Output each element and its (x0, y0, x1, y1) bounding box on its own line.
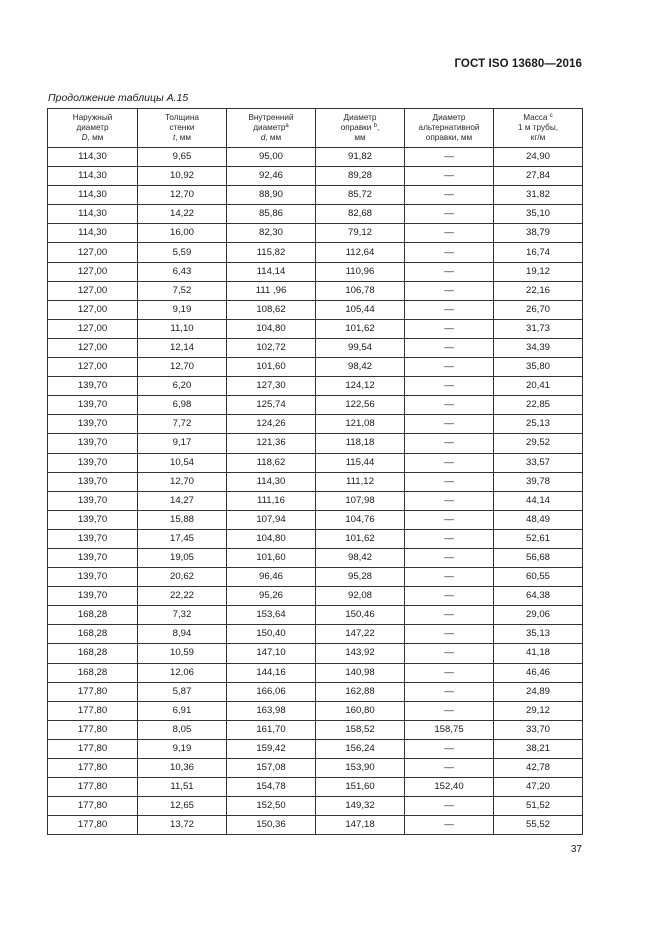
header-symbol: D (81, 133, 88, 142)
cell-outer-diameter: 127,00 (48, 262, 138, 281)
cell-alt-mandrel-diameter: — (405, 472, 494, 491)
cell-mandrel-diameter: 91,82 (316, 148, 405, 167)
cell-mass: 19,12 (494, 262, 583, 281)
cell-wall-thickness: 7,32 (138, 606, 227, 625)
cell-wall-thickness: 10,92 (138, 167, 227, 186)
table-row (48, 281, 583, 300)
table-row (48, 243, 583, 262)
cell-mandrel-diameter: 79,12 (316, 224, 405, 243)
cell-mass: 60,55 (494, 568, 583, 587)
header-line-1: Толщина (165, 113, 199, 122)
cell-alt-mandrel-diameter: — (405, 453, 494, 472)
cell-mass: 22,16 (494, 281, 583, 300)
cell-inner-diameter: 159,42 (227, 739, 316, 758)
cell-wall-thickness: 14,22 (138, 205, 227, 224)
table-row (48, 472, 583, 491)
cell-outer-diameter: 114,30 (48, 167, 138, 186)
cell-mass: 41,18 (494, 644, 583, 663)
cell-inner-diameter: 124,26 (227, 415, 316, 434)
table-row (48, 720, 583, 739)
cell-outer-diameter: 139,70 (48, 453, 138, 472)
cell-wall-thickness: 11,51 (138, 778, 227, 797)
cell-mass: 35,80 (494, 358, 583, 377)
table-row (48, 663, 583, 682)
cell-mandrel-diameter: 107,98 (316, 491, 405, 510)
cell-alt-mandrel-diameter: — (405, 625, 494, 644)
cell-wall-thickness: 7,72 (138, 415, 227, 434)
cell-outer-diameter: 177,80 (48, 701, 138, 720)
table-row (48, 205, 583, 224)
document-standard-header: ГОСТ ISO 13680—2016 (454, 58, 582, 70)
cell-mass: 46,46 (494, 663, 583, 682)
cell-mass: 26,70 (494, 300, 583, 319)
cell-wall-thickness: 8,05 (138, 720, 227, 739)
cell-inner-diameter: 114,14 (227, 262, 316, 281)
cell-outer-diameter: 127,00 (48, 338, 138, 357)
cell-outer-diameter: 127,00 (48, 319, 138, 338)
footnote-marker: a (285, 123, 289, 129)
cell-mandrel-diameter: 124,12 (316, 377, 405, 396)
header-line-2: 1 м трубы, (518, 123, 558, 132)
cell-mass: 27,84 (494, 167, 583, 186)
cell-alt-mandrel-diameter: — (405, 701, 494, 720)
table-row (48, 529, 583, 548)
cell-alt-mandrel-diameter: — (405, 606, 494, 625)
cell-mandrel-diameter: 92,08 (316, 587, 405, 606)
cell-alt-mandrel-diameter: — (405, 739, 494, 758)
cell-mass: 20,41 (494, 377, 583, 396)
cell-mass: 48,49 (494, 510, 583, 529)
cell-mandrel-diameter: 105,44 (316, 300, 405, 319)
cell-wall-thickness: 10,54 (138, 453, 227, 472)
cell-inner-diameter: 125,74 (227, 396, 316, 415)
cell-wall-thickness: 12,06 (138, 663, 227, 682)
cell-inner-diameter: 127,30 (227, 377, 316, 396)
cell-inner-diameter: 111,16 (227, 491, 316, 510)
table-row (48, 587, 583, 606)
cell-wall-thickness: 9,17 (138, 434, 227, 453)
table-row (48, 167, 583, 186)
cell-outer-diameter: 127,00 (48, 358, 138, 377)
cell-alt-mandrel-diameter: — (405, 300, 494, 319)
table-row (48, 453, 583, 472)
cell-inner-diameter: 95,26 (227, 587, 316, 606)
cell-wall-thickness: 7,52 (138, 281, 227, 300)
cell-outer-diameter: 177,80 (48, 739, 138, 758)
cell-outer-diameter: 139,70 (48, 377, 138, 396)
cell-mandrel-diameter: 143,92 (316, 644, 405, 663)
table-row (48, 434, 583, 453)
cell-wall-thickness: 6,98 (138, 396, 227, 415)
table-row (48, 759, 583, 778)
cell-outer-diameter: 139,70 (48, 587, 138, 606)
cell-wall-thickness: 6,20 (138, 377, 227, 396)
cell-mass: 56,68 (494, 548, 583, 567)
cell-outer-diameter: 177,80 (48, 816, 138, 835)
table-row (48, 816, 583, 835)
cell-alt-mandrel-diameter: — (405, 396, 494, 415)
cell-inner-diameter: 101,60 (227, 358, 316, 377)
cell-alt-mandrel-diameter: — (405, 167, 494, 186)
cell-outer-diameter: 177,80 (48, 720, 138, 739)
cell-mass: 29,12 (494, 701, 583, 720)
header-wall-thickness (138, 109, 227, 148)
cell-alt-mandrel-diameter: — (405, 205, 494, 224)
table-header-row (48, 109, 583, 148)
cell-outer-diameter: 139,70 (48, 415, 138, 434)
pipe-dimensions-table (47, 108, 583, 835)
cell-alt-mandrel-diameter: — (405, 148, 494, 167)
cell-mandrel-diameter: 149,32 (316, 797, 405, 816)
cell-mass: 24,89 (494, 682, 583, 701)
cell-alt-mandrel-diameter: — (405, 186, 494, 205)
table-row (48, 358, 583, 377)
cell-mandrel-diameter: 162,88 (316, 682, 405, 701)
header-unit: , мм (265, 133, 282, 142)
cell-mass: 47,20 (494, 778, 583, 797)
header-text: Масса (523, 113, 548, 122)
cell-alt-mandrel-diameter: — (405, 281, 494, 300)
table-row (48, 548, 583, 567)
cell-mandrel-diameter: 85,72 (316, 186, 405, 205)
cell-mandrel-diameter: 118,18 (316, 434, 405, 453)
table-row (48, 415, 583, 434)
cell-inner-diameter: 108,62 (227, 300, 316, 319)
cell-mass: 42,78 (494, 759, 583, 778)
header-line-3 (227, 133, 315, 143)
header-line-1: Внутренний (248, 113, 294, 122)
cell-inner-diameter: 104,80 (227, 529, 316, 548)
header-line-2: стенки (169, 123, 195, 132)
cell-inner-diameter: 144,16 (227, 663, 316, 682)
footnote-marker: c (549, 113, 553, 119)
header-line-3: кг/м (530, 133, 546, 142)
cell-alt-mandrel-diameter: — (405, 243, 494, 262)
table-row (48, 262, 583, 281)
table-caption: Продолжение таблицы А.15 (48, 92, 189, 104)
footnote-marker: b (373, 123, 377, 129)
cell-mandrel-diameter: 98,42 (316, 358, 405, 377)
cell-mandrel-diameter: 111,12 (316, 472, 405, 491)
cell-mandrel-diameter: 101,62 (316, 529, 405, 548)
cell-wall-thickness: 13,72 (138, 816, 227, 835)
cell-alt-mandrel-diameter: — (405, 262, 494, 281)
cell-inner-diameter: 96,46 (227, 568, 316, 587)
cell-outer-diameter: 127,00 (48, 243, 138, 262)
cell-wall-thickness: 12,70 (138, 186, 227, 205)
cell-inner-diameter: 85,86 (227, 205, 316, 224)
table-row (48, 701, 583, 720)
cell-alt-mandrel-diameter: — (405, 358, 494, 377)
cell-alt-mandrel-diameter: — (405, 319, 494, 338)
header-line-1: Наружный (72, 113, 113, 122)
cell-wall-thickness: 11,10 (138, 319, 227, 338)
cell-outer-diameter: 139,70 (48, 529, 138, 548)
cell-inner-diameter: 111 ,96 (227, 281, 316, 300)
cell-wall-thickness: 8,94 (138, 625, 227, 644)
cell-outer-diameter: 114,30 (48, 224, 138, 243)
header-line-2: альтернативной (418, 123, 480, 132)
cell-wall-thickness: 10,59 (138, 644, 227, 663)
cell-mass: 33,70 (494, 720, 583, 739)
cell-outer-diameter: 139,70 (48, 396, 138, 415)
cell-wall-thickness: 5,59 (138, 243, 227, 262)
cell-mass: 35,13 (494, 625, 583, 644)
cell-mandrel-diameter: 150,46 (316, 606, 405, 625)
table-row (48, 319, 583, 338)
header-line-3: оправки, мм (425, 133, 473, 142)
cell-outer-diameter: 139,70 (48, 510, 138, 529)
header-inner-diameter (227, 109, 316, 148)
cell-outer-diameter: 168,28 (48, 606, 138, 625)
cell-mass: 24,90 (494, 148, 583, 167)
header-symbol: d (260, 133, 266, 142)
table-row (48, 224, 583, 243)
header-line-2 (227, 123, 315, 133)
page-number: 37 (570, 844, 582, 855)
cell-wall-thickness: 22,22 (138, 587, 227, 606)
header-text: диаметр (253, 123, 286, 132)
cell-mass: 29,52 (494, 434, 583, 453)
cell-wall-thickness: 9,65 (138, 148, 227, 167)
table-row (48, 510, 583, 529)
cell-mass: 38,21 (494, 739, 583, 758)
cell-mandrel-diameter: 110,96 (316, 262, 405, 281)
cell-mandrel-diameter: 156,24 (316, 739, 405, 758)
cell-inner-diameter: 121,36 (227, 434, 316, 453)
table-row (48, 148, 583, 167)
cell-mandrel-diameter: 121,08 (316, 415, 405, 434)
cell-outer-diameter: 177,80 (48, 797, 138, 816)
cell-mass: 39,78 (494, 472, 583, 491)
header-symbol: t (172, 133, 176, 142)
table-row (48, 491, 583, 510)
cell-wall-thickness: 6,91 (138, 701, 227, 720)
cell-mandrel-diameter: 147,22 (316, 625, 405, 644)
table-row (48, 644, 583, 663)
cell-inner-diameter: 107,94 (227, 510, 316, 529)
header-line-1: Диаметр (432, 113, 466, 122)
cell-outer-diameter: 139,70 (48, 548, 138, 567)
cell-wall-thickness: 9,19 (138, 739, 227, 758)
cell-mass: 55,52 (494, 816, 583, 835)
cell-mandrel-diameter: 122,56 (316, 396, 405, 415)
header-line-2: оправки $^b$, (340, 123, 380, 132)
cell-mandrel-diameter: 147,18 (316, 816, 405, 835)
cell-wall-thickness: 12,70 (138, 472, 227, 491)
header-alternative-mandrel-diameter (405, 109, 494, 148)
cell-mandrel-diameter: 89,28 (316, 167, 405, 186)
cell-alt-mandrel-diameter: — (405, 797, 494, 816)
cell-alt-mandrel-diameter: 152,40 (405, 778, 494, 797)
cell-outer-diameter: 139,70 (48, 472, 138, 491)
cell-inner-diameter: 95,00 (227, 148, 316, 167)
table-row (48, 778, 583, 797)
table-row (48, 186, 583, 205)
cell-outer-diameter: 114,30 (48, 186, 138, 205)
cell-outer-diameter: 127,00 (48, 281, 138, 300)
cell-outer-diameter: 114,30 (48, 148, 138, 167)
cell-mass: 22,85 (494, 396, 583, 415)
table-body (48, 148, 583, 835)
cell-mandrel-diameter: 106,78 (316, 281, 405, 300)
cell-mass: 52,61 (494, 529, 583, 548)
cell-mandrel-diameter: 158,52 (316, 720, 405, 739)
cell-alt-mandrel-diameter: — (405, 587, 494, 606)
cell-wall-thickness: 9,19 (138, 300, 227, 319)
table-row (48, 300, 583, 319)
cell-outer-diameter: 127,00 (48, 300, 138, 319)
cell-mandrel-diameter: 115,44 (316, 453, 405, 472)
table-row (48, 568, 583, 587)
cell-mandrel-diameter: 82,68 (316, 205, 405, 224)
cell-wall-thickness: 15,88 (138, 510, 227, 529)
cell-mass: 33,57 (494, 453, 583, 472)
table-row (48, 625, 583, 644)
table-row (48, 377, 583, 396)
cell-mandrel-diameter: 104,76 (316, 510, 405, 529)
cell-outer-diameter: 139,70 (48, 491, 138, 510)
cell-wall-thickness: 10,36 (138, 759, 227, 778)
cell-mass: 44,14 (494, 491, 583, 510)
table-row (48, 739, 583, 758)
cell-mass: 31,73 (494, 319, 583, 338)
cell-mass: 34,39 (494, 338, 583, 357)
cell-alt-mandrel-diameter: — (405, 338, 494, 357)
cell-wall-thickness: 19,05 (138, 548, 227, 567)
table-row (48, 606, 583, 625)
header-line-3 (138, 133, 226, 143)
cell-alt-mandrel-diameter: 158,75 (405, 720, 494, 739)
cell-inner-diameter: 157,08 (227, 759, 316, 778)
cell-inner-diameter: 92,46 (227, 167, 316, 186)
cell-wall-thickness: 14,27 (138, 491, 227, 510)
cell-wall-thickness: 12,14 (138, 338, 227, 357)
cell-wall-thickness: 5,87 (138, 682, 227, 701)
header-unit: , мм (175, 133, 192, 142)
cell-alt-mandrel-diameter: — (405, 529, 494, 548)
cell-outer-diameter: 168,28 (48, 625, 138, 644)
header-line-2: диаметр (76, 123, 109, 132)
cell-inner-diameter: 102,72 (227, 338, 316, 357)
cell-inner-diameter: 154,78 (227, 778, 316, 797)
cell-alt-mandrel-diameter: — (405, 434, 494, 453)
table-row (48, 396, 583, 415)
table-row (48, 682, 583, 701)
cell-outer-diameter: 168,28 (48, 644, 138, 663)
cell-inner-diameter: 114,30 (227, 472, 316, 491)
cell-mandrel-diameter: 151,60 (316, 778, 405, 797)
table-row (48, 338, 583, 357)
cell-mandrel-diameter: 95,28 (316, 568, 405, 587)
cell-mass: 64,38 (494, 587, 583, 606)
cell-alt-mandrel-diameter: — (405, 491, 494, 510)
header-line-1: Диаметр (343, 113, 377, 122)
cell-wall-thickness: 17,45 (138, 529, 227, 548)
cell-inner-diameter: 115,82 (227, 243, 316, 262)
cell-inner-diameter: 152,50 (227, 797, 316, 816)
cell-inner-diameter: 161,70 (227, 720, 316, 739)
cell-inner-diameter: 153,64 (227, 606, 316, 625)
cell-alt-mandrel-diameter: — (405, 682, 494, 701)
cell-outer-diameter: 177,80 (48, 759, 138, 778)
cell-wall-thickness: 12,70 (138, 358, 227, 377)
header-text: оправки (340, 123, 372, 132)
cell-wall-thickness: 6,43 (138, 262, 227, 281)
cell-mandrel-diameter: 153,90 (316, 759, 405, 778)
cell-mass: 38,79 (494, 224, 583, 243)
cell-mass: 51,52 (494, 797, 583, 816)
cell-alt-mandrel-diameter: — (405, 377, 494, 396)
cell-outer-diameter: 139,70 (48, 434, 138, 453)
header-mandrel-diameter (316, 109, 405, 148)
cell-wall-thickness: 16,00 (138, 224, 227, 243)
cell-alt-mandrel-diameter: — (405, 415, 494, 434)
cell-inner-diameter: 101,60 (227, 548, 316, 567)
cell-alt-mandrel-diameter: — (405, 510, 494, 529)
cell-mandrel-diameter: 101,62 (316, 319, 405, 338)
header-line-1 (494, 113, 582, 123)
cell-wall-thickness: 12,65 (138, 797, 227, 816)
cell-mass: 29,06 (494, 606, 583, 625)
cell-mandrel-diameter: 99,54 (316, 338, 405, 357)
cell-inner-diameter: 88,90 (227, 186, 316, 205)
cell-alt-mandrel-diameter: — (405, 816, 494, 835)
cell-inner-diameter: 118,62 (227, 453, 316, 472)
cell-alt-mandrel-diameter: — (405, 568, 494, 587)
cell-outer-diameter: 177,80 (48, 682, 138, 701)
cell-inner-diameter: 166,06 (227, 682, 316, 701)
cell-outer-diameter: 114,30 (48, 205, 138, 224)
cell-mandrel-diameter: 160,80 (316, 701, 405, 720)
cell-inner-diameter: 150,36 (227, 816, 316, 835)
cell-mass: 25,13 (494, 415, 583, 434)
cell-alt-mandrel-diameter: — (405, 644, 494, 663)
header-unit: , мм (87, 133, 104, 142)
cell-inner-diameter: 150,40 (227, 625, 316, 644)
cell-mandrel-diameter: 140,98 (316, 663, 405, 682)
cell-outer-diameter: 139,70 (48, 568, 138, 587)
cell-inner-diameter: 82,30 (227, 224, 316, 243)
cell-alt-mandrel-diameter: — (405, 224, 494, 243)
cell-mass: 35,10 (494, 205, 583, 224)
cell-alt-mandrel-diameter: — (405, 548, 494, 567)
cell-alt-mandrel-diameter: — (405, 759, 494, 778)
cell-mass: 16,74 (494, 243, 583, 262)
cell-outer-diameter: 168,28 (48, 663, 138, 682)
cell-wall-thickness: 20,62 (138, 568, 227, 587)
header-mass-per-meter (494, 109, 583, 148)
header-line-3 (48, 133, 137, 143)
table-row (48, 797, 583, 816)
cell-inner-diameter: 147,10 (227, 644, 316, 663)
header-line-3: мм (354, 133, 366, 142)
cell-outer-diameter: 177,80 (48, 778, 138, 797)
cell-mandrel-diameter: 112,64 (316, 243, 405, 262)
cell-mass: 31,82 (494, 186, 583, 205)
header-outer-diameter (48, 109, 138, 148)
cell-mandrel-diameter: 98,42 (316, 548, 405, 567)
cell-inner-diameter: 104,80 (227, 319, 316, 338)
cell-inner-diameter: 163,98 (227, 701, 316, 720)
cell-alt-mandrel-diameter: — (405, 663, 494, 682)
